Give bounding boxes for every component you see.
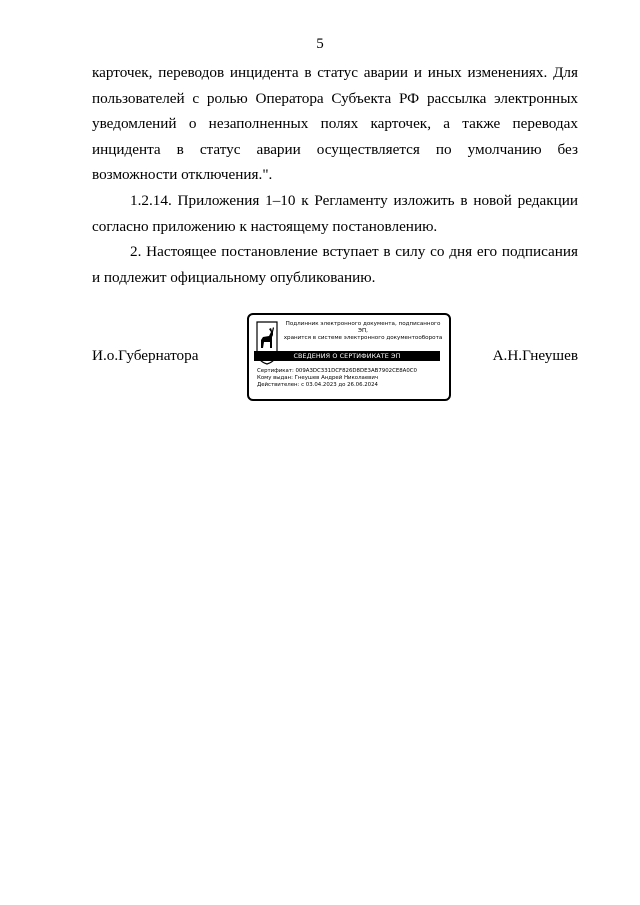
paragraph-2: 2. Настоящее постановление вступает в силу со дня его подписания и подлежит официальному опубликованию. bbox=[92, 243, 578, 286]
electronic-signature-stamp bbox=[247, 313, 451, 401]
stamp-header bbox=[280, 321, 446, 342]
stamp-header-line-1: Подлинник электронного документа, подписанного ЭП, bbox=[285, 321, 441, 334]
paragraph-1-2-14: 1.2.14. Приложения 1–10 к Регламенту изложить в новой редакции согласно приложению к настоящему постановлению. bbox=[92, 191, 578, 235]
stamp-title: СВЕДЕНИЯ О СЕРТИФИКАТЕ ЭП bbox=[254, 351, 440, 361]
signatory-role: И.о.Губернатора bbox=[92, 347, 199, 364]
stamp-details bbox=[257, 368, 445, 389]
certificate-owner: Кому выдан: Гнеушев Андрей Николаевич bbox=[257, 375, 379, 381]
signatory-name: А.Н.Гнеушев bbox=[492, 347, 578, 364]
certificate-validity: Действителен: с 03.04.2023 до 26.06.2024 bbox=[257, 382, 378, 388]
certificate-serial: Сертификат: 009A3DC331DCF826D8DE3AB7902CE8A0C0 bbox=[257, 368, 417, 374]
stamp-header-line-2: хранится в системе электронного документооборота bbox=[283, 335, 443, 341]
paragraph-continuation: карточек, переводов инцидента в статус аварии и иных изменениях. Для пользователей с ролью Оператора Субъекта РФ рассылка электронных уведомлений о незаполненных полях карточек, а также переводах инцидента в статус аварии осуществляется по умолчанию без возможности отключения.". bbox=[92, 64, 578, 184]
page-number: 5 bbox=[316, 36, 324, 52]
signature-block bbox=[92, 313, 578, 401]
document-body bbox=[92, 60, 578, 290]
